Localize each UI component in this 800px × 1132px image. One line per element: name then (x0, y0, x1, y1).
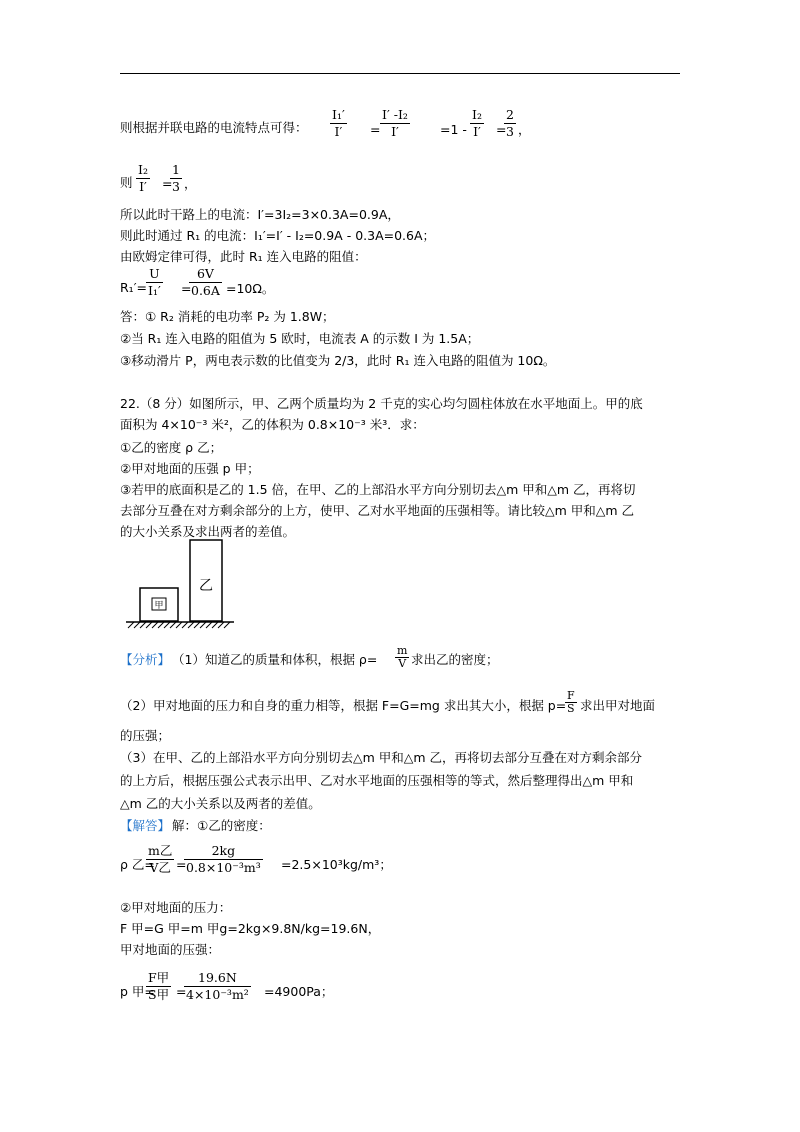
text-line: 所以此时干路上的电流：I′=3I₂=3×0.3A=0.9A， (120, 207, 400, 222)
fraction (170, 162, 182, 195)
header-rule (120, 73, 680, 74)
numerator: 19.6N (198, 970, 237, 985)
analysis-line: （2）甲对地面的压力和自身的重力相等，根据 F=G=mg 求出其大小，根据 p= (120, 698, 567, 713)
numerator: 2kg (211, 843, 236, 858)
equals: = (496, 122, 507, 137)
punct: ， (518, 122, 531, 137)
analysis-line: △m 乙的大小关系以及两者的差值。 (120, 796, 321, 811)
denominator: S甲 (146, 986, 171, 1003)
denominator: I′ (136, 178, 150, 195)
analysis-line: 求出甲对地面 (580, 698, 656, 713)
fraction (330, 107, 347, 140)
solution-tag: 【解答】 (120, 818, 171, 833)
fraction (146, 266, 163, 299)
denominator: 3 (506, 124, 514, 139)
numerator: F (567, 689, 575, 702)
denominator: S (565, 702, 577, 715)
answer-line: ②当 R₁ 连入电路的阻值为 5 欧时，电流表 A 的示数 I 为 1.5A； (120, 331, 480, 346)
fraction (146, 843, 174, 876)
numerator: I₂ (472, 107, 482, 122)
denominator: I′ (380, 123, 410, 140)
analysis-tag: 【分析】 (120, 652, 171, 667)
denominator: I′ (470, 123, 484, 140)
question-line: 的大小关系及求出两者的差值。 (120, 524, 296, 539)
fraction (395, 645, 409, 670)
text-end: =10Ω。 (226, 281, 275, 296)
numerator: 1 (172, 162, 180, 177)
solution-line: 解：①乙的密度： (172, 818, 271, 833)
equals: = (176, 857, 187, 872)
solution-line: ②甲对地面的压力： (120, 900, 232, 915)
punct: ， (184, 176, 197, 191)
fraction (380, 107, 410, 140)
analysis-line: 求出乙的密度； (411, 652, 499, 667)
fraction (189, 266, 222, 299)
denominator: V乙 (146, 859, 174, 876)
fraction (565, 690, 577, 715)
answer-line: 答：① R₂ 消耗的电功率 P₂ 为 1.8W； (120, 309, 335, 324)
cylinders-diagram (124, 536, 236, 632)
analysis-line: 的压强； (120, 728, 171, 743)
fraction (504, 107, 516, 140)
fraction (146, 970, 171, 1003)
cylinders-figure (124, 536, 236, 632)
numerator: 6V (196, 266, 214, 281)
question-line: 面积为 4×10⁻³ 米²，乙的体积为 0.8×10⁻³ 米³．求： (120, 417, 425, 432)
question-line: 22.（8 分）如图所示，甲、乙两个质量均为 2 千克的实心均匀圆柱体放在水平地面上。甲的底 (120, 396, 643, 411)
solution-line: ρ 乙= (120, 857, 155, 872)
solution-line: F 甲=G 甲=m 甲g=2kg×9.8N/kg=19.6N， (120, 921, 381, 936)
ground-hatching (128, 622, 230, 628)
fraction (470, 107, 484, 140)
numerator: m乙 (148, 843, 173, 858)
denominator: V (395, 657, 409, 670)
question-line: ③若甲的底面积是乙的 1.5 倍，在甲、乙的上部沿水平方向分别切去△m 甲和△m 乙，再将切 (120, 482, 636, 497)
label-yi: 乙 (199, 578, 213, 594)
question-line: 去部分互叠在对方剩余部分的上方，使甲、乙对水平地面的压强相等。请比较△m 甲和△m 乙 (120, 503, 635, 518)
denominator: I₁′ (148, 283, 161, 298)
equals: = (162, 176, 173, 191)
equals: = (370, 122, 381, 137)
numerator: I′ -I₂ (382, 107, 408, 122)
text-end: =2.5×10³kg/m³； (281, 857, 392, 872)
answer-line: ③移动滑片 P，两电表示数的比值变为 2/3，此时 R₁ 连入电路的阻值为 10Ω。 (120, 353, 556, 368)
text-line: R₁′= (120, 280, 148, 295)
fraction (184, 970, 251, 1003)
denominator: 4×10⁻³m² (186, 987, 249, 1002)
numerator: m (397, 644, 408, 657)
analysis-line: 的上方后，根据压强公式表示出甲、乙对水平地面的压强相等的等式，然后整理得出△m 甲和 (120, 773, 634, 788)
solution-line: 甲对地面的压强： (120, 942, 221, 957)
text-line: 则 (120, 175, 133, 190)
label-jia: 甲 (154, 601, 164, 611)
numerator: U (149, 266, 160, 281)
fraction (184, 843, 263, 876)
text-mid: =1 - (440, 122, 467, 137)
question-line: ②甲对地面的压强 p 甲； (120, 461, 260, 476)
analysis-line: （1）知道乙的质量和体积，根据 ρ= (172, 652, 378, 667)
denominator: I′ (330, 123, 347, 140)
text-line: 则此时通过 R₁ 的电流：I₁′=I′ - I₂=0.9A - 0.3A=0.6A； (120, 228, 436, 243)
analysis-line: （3）在甲、乙的上部沿水平方向分别切去△m 甲和△m 乙，再将切去部分互叠在对方剩余部分 (120, 750, 642, 765)
text-line: 由欧姆定律可得，此时 R₁ 连入电路的阻值： (120, 249, 367, 264)
text-end: =4900Pa； (264, 984, 334, 999)
equals: = (176, 984, 187, 999)
fraction (136, 162, 150, 195)
denominator: 3 (172, 179, 180, 194)
equals: = (181, 281, 192, 296)
solution-line: p 甲= (120, 984, 155, 999)
question-line: ①乙的密度 ρ 乙； (120, 440, 223, 455)
text-line: 则根据并联电路的电流特点可得： (120, 120, 308, 135)
numerator: I₁′ (332, 107, 345, 122)
numerator: I₂ (138, 162, 148, 177)
numerator: F甲 (148, 970, 170, 985)
denominator: 0.6A (191, 283, 220, 298)
denominator: 0.8×10⁻³m³ (186, 860, 261, 875)
numerator: 2 (506, 107, 514, 122)
